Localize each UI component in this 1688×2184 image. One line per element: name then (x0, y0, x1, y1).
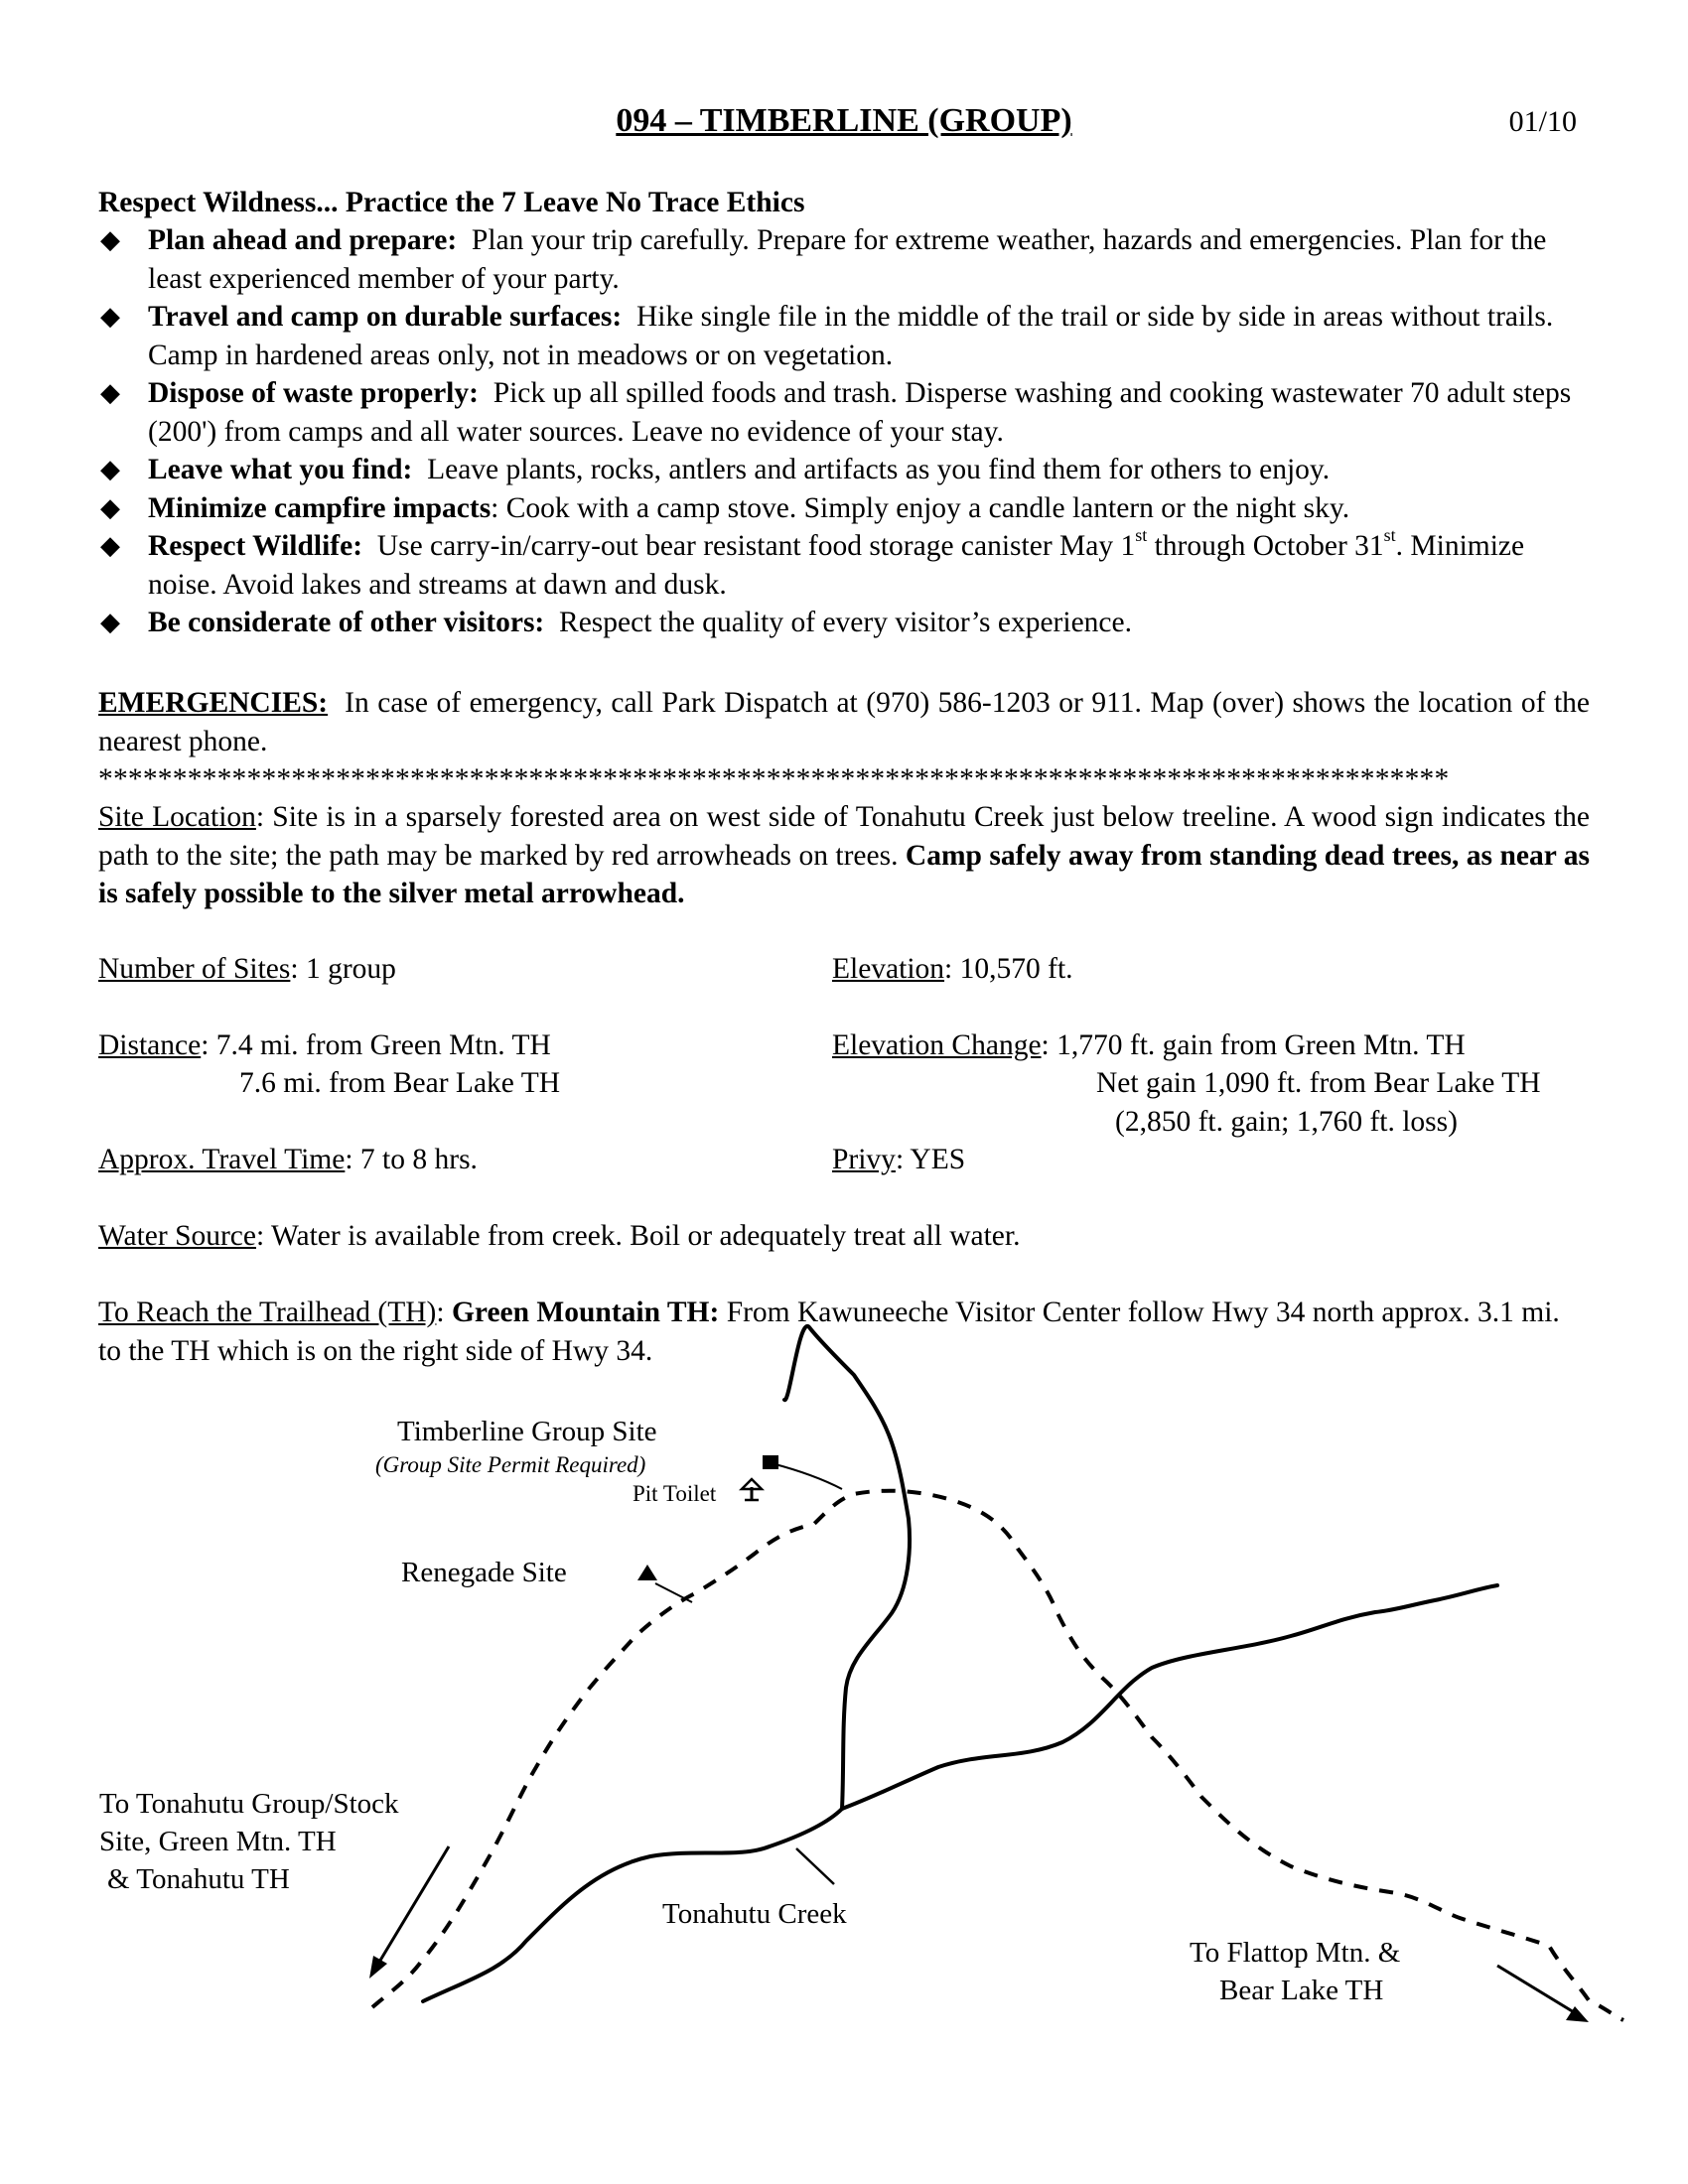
detail-label: Privy (832, 1144, 896, 1175)
detail-label: Elevation Change (832, 1029, 1042, 1061)
lnt-item-title: Be considerate of other visitors: (148, 607, 545, 638)
lnt-item-text: Hike single file in the middle of the trail or side by side in areas without trails. Camp in hardened areas only, not in meadows or on vegetation. (148, 301, 1554, 371)
group-site-label: Timberline Group Site (397, 1416, 657, 1447)
site-location-text: : Site is in a sparsely forested area on west side of Tonahutu Creek just below treeline. A wood sign indicates the path to the site; the path may be marked by red arrowheads on trees. (98, 801, 1590, 872)
detail-label: Distance (98, 1029, 202, 1061)
diamond-bullet-icon: ◆ (100, 531, 120, 560)
trailhead-label: To Reach the Trailhead (TH) (98, 1297, 437, 1328)
superscript: st (1135, 525, 1148, 545)
diamond-bullet-icon: ◆ (100, 455, 120, 483)
elevation-change-line-2: Net gain 1,090 ft. from Bear Lake TH (1096, 1067, 1541, 1099)
east-arrow-icon (1497, 1966, 1589, 2022)
renegade-pointer-line (655, 1583, 692, 1602)
renegade-site-label: Renegade Site (401, 1557, 567, 1588)
page-title: 094 – TIMBERLINE (GROUP) (616, 102, 1072, 139)
lnt-item-text: Respect the quality of every visitor’s experience. (559, 607, 1132, 638)
detail-value: : 1 group (290, 953, 396, 985)
west-destination-line-1: To Tonahutu Group/Stock (99, 1788, 399, 1820)
emergencies-label: EMERGENCIES: (98, 687, 329, 719)
detail-label: Approx. Travel Time (98, 1144, 346, 1175)
diamond-bullet-icon: ◆ (100, 302, 120, 331)
pit-toilet-icon (742, 1479, 762, 1501)
diamond-bullet-icon: ◆ (100, 378, 120, 407)
creek-pointer-line (796, 1848, 834, 1884)
superscript: st (1383, 525, 1396, 545)
group-site-marker-icon (763, 1455, 778, 1469)
renegade-site-marker-icon (637, 1565, 657, 1580)
west-destination-line-3: & Tonahutu TH (107, 1863, 290, 1895)
lnt-item-text: Pick up all spilled foods and trash. Disperse washing and cooking wastewater 70 adult steps (200') from camps and all water sources. Leave no evidence of your stay. (148, 377, 1572, 448)
lnt-item-title: Dispose of waste properly: (148, 377, 479, 409)
lnt-item-title: Plan ahead and prepare: (148, 224, 458, 256)
trailhead-text: From Kawuneeche Visitor Center follow Hwy 34 north approx. 3.1 mi. to the TH which is on the right side of Hwy 34. (98, 1297, 1560, 1367)
detail-label: Elevation (832, 953, 945, 985)
trailhead-name: Green Mountain TH: (451, 1297, 720, 1328)
detail-value: : 7 to 8 hrs. (345, 1144, 478, 1175)
west-arrow-icon (369, 1846, 449, 1979)
detail-value: : YES (895, 1144, 966, 1175)
tonahutu-creek-label: Tonahutu Creek (662, 1898, 847, 1930)
lnt-item-text: Plan your trip carefully. Prepare for extreme weather, hazards and emergencies. Plan for the least experienced member of your party. (148, 224, 1547, 295)
water-source-text: : Water is available from creek. Boil or adequately treat all water. (255, 1220, 1021, 1252)
revision-date: 01/10 (1508, 105, 1577, 138)
site-location-label: Site Location (98, 801, 256, 833)
diamond-bullet-icon: ◆ (100, 608, 120, 636)
lnt-item-text: Use carry-in/carry-out bear resistant food storage canister May 1 (376, 530, 1136, 562)
detail-value: : 1,770 ft. gain from Green Mtn. TH (1041, 1029, 1466, 1061)
detail-label: Number of Sites (98, 953, 291, 985)
water-source-label: Water Source (98, 1220, 256, 1252)
elevation-change-line-3: (2,850 ft. gain; 1,760 ft. loss) (1115, 1106, 1458, 1138)
lnt-item-title: Travel and camp on durable surfaces: (148, 301, 623, 333)
detail-value: : 7.4 mi. from Green Mtn. TH (201, 1029, 551, 1061)
permit-note: (Group Site Permit Required) (375, 1452, 646, 1477)
lnt-item-text: : Cook with a camp stove. Simply enjoy a candle lantern or the night sky. (491, 491, 1350, 524)
tributary-stream-line (784, 1326, 910, 1809)
lnt-item-text: Leave plants, rocks, antlers and artifacts as you find them for others to enjoy. (427, 454, 1331, 485)
separator-line: ******************************************************************************************* (98, 763, 1450, 795)
site-pointer-line (772, 1463, 842, 1489)
site-location-warning: Camp safely away from standing dead trees, as near as is safely possible to the silver metal arrowhead. (98, 839, 1590, 909)
lnt-item-title: Respect Wildlife: (148, 530, 363, 562)
lnt-heading: Respect Wildness... Practice the 7 Leave No Trace Ethics (98, 187, 805, 218)
trailhead-colon: : (436, 1297, 452, 1328)
distance-line-2: 7.6 mi. from Bear Lake TH (239, 1067, 561, 1099)
diamond-bullet-icon: ◆ (100, 225, 120, 254)
east-destination-line-1: To Flattop Mtn. & (1190, 1937, 1401, 1969)
diamond-bullet-icon: ◆ (100, 492, 120, 522)
east-destination-line-2: Bear Lake TH (1219, 1975, 1384, 2006)
emergencies-text: In case of emergency, call Park Dispatch at (970) 586-1203 or 911. Map (over) shows the location of the nearest phone. (98, 687, 1591, 757)
pit-toilet-label: Pit Toilet (633, 1481, 717, 1506)
lnt-item-text: through October 31 (1147, 530, 1384, 562)
lnt-item-title: Leave what you find: (148, 454, 413, 485)
lnt-item-text: . Minimize noise. Avoid lakes and streams at dawn and dusk. (148, 530, 1525, 601)
west-destination-line-2: Site, Green Mtn. TH (99, 1826, 337, 1857)
lnt-item-title: Minimize campfire impacts (148, 491, 492, 524)
detail-value: : 10,570 ft. (944, 953, 1073, 985)
